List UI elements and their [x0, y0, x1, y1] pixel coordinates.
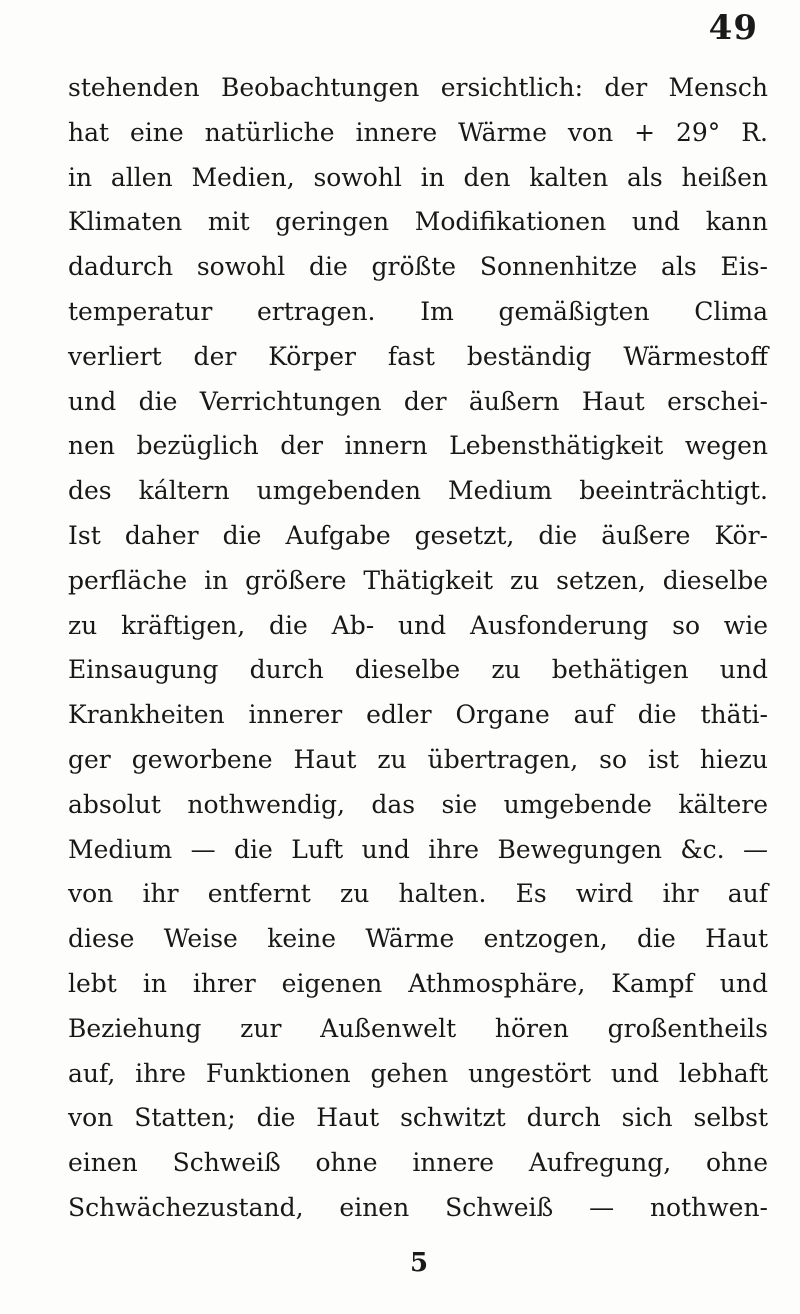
- text-line: auf, ihre Funktionen gehen ungestört und lebhaft: [68, 1058, 768, 1088]
- text-line: lebt in ihrer eigenen Athmosphäre, Kampf und: [68, 968, 768, 998]
- text-line: von Statten; die Haut schwitzt durch sich selbst: [68, 1103, 768, 1133]
- signature-mark: 5: [410, 1248, 429, 1278]
- text-line: in allen Medien, sowohl in den kalten als heißen: [68, 162, 768, 192]
- text-line: perfläche in größere Thätigkeit zu setzen, dieselbe: [68, 565, 768, 595]
- text-line: absolut nothwendig, das sie umgebende kältere: [68, 789, 768, 819]
- text-line: Klimaten mit geringen Modifikationen und kann: [68, 207, 768, 237]
- text-line: des káltern umgebenden Medium beeinträchtigt.: [68, 476, 768, 506]
- text-line: Ist daher die Aufgabe gesetzt, die äußere Kör-: [68, 520, 768, 550]
- page-number: 49: [708, 8, 758, 48]
- text-line: von ihr entfernt zu halten. Es wird ihr auf: [68, 879, 768, 909]
- text-line: Beziehung zur Außenwelt hören großentheils: [68, 1013, 768, 1043]
- text-line: diese Weise keine Wärme entzogen, die Haut: [68, 924, 768, 954]
- text-line: Krankheiten innerer edler Organe auf die thäti-: [68, 700, 768, 730]
- text-line: Schwächezustand, einen Schweiß — nothwen-: [68, 1192, 768, 1222]
- text-line: Medium — die Luft und ihre Bewegungen &c. —: [68, 834, 768, 864]
- text-line: dadurch sowohl die größte Sonnenhitze als Eis-: [68, 252, 768, 282]
- text-line: hat eine natürliche innere Wärme von + 29° R.: [68, 117, 768, 147]
- text-line: einen Schweiß ohne innere Aufregung, ohne: [68, 1148, 768, 1178]
- text-line: und die Verrichtungen der äußern Haut erschei-: [68, 386, 768, 416]
- text-line: temperatur ertragen. Im gemäßigten Clima: [68, 296, 768, 326]
- text-line: verliert der Körper fast beständig Wärmestoff: [68, 341, 768, 371]
- body-text: [68, 66, 768, 1231]
- text-line: nen bezüglich der innern Lebensthätigkeit wegen: [68, 431, 768, 461]
- text-line: Einsaugung durch dieselbe zu bethätigen und: [68, 655, 768, 685]
- text-line: ger geworbene Haut zu übertragen, so ist hiezu: [68, 744, 768, 774]
- text-line: stehenden Beobachtungen ersichtlich: der Mensch: [68, 73, 768, 102]
- text-line: zu kräftigen, die Ab- und Ausfonderung so wie: [68, 610, 768, 640]
